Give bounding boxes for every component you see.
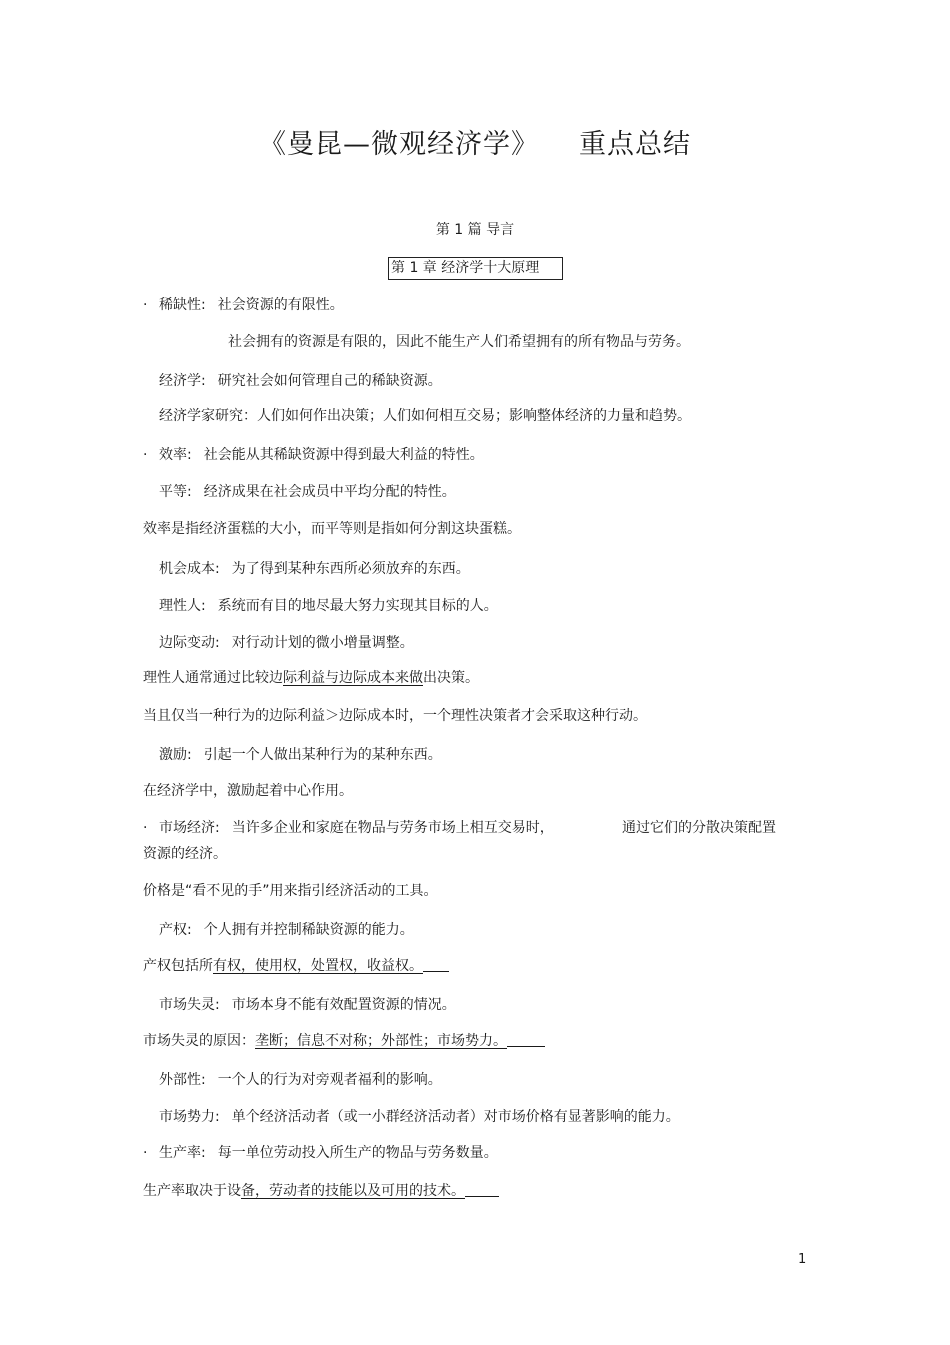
definition: 每一单位劳动投入所生产的物品与劳务数量。 (217, 1145, 498, 1161)
definition: 对行动计划的微小增量调整。 (231, 635, 414, 651)
term: 效率: (159, 447, 192, 463)
term: 边际变动: (159, 635, 220, 651)
title-main: 《曼昆—微观经济学》 (259, 129, 539, 160)
text-segment: 生产率取决于设 (143, 1183, 241, 1199)
title-sub: 重点总结 (579, 129, 691, 160)
text-line (143, 668, 479, 688)
definition: 当许多企业和家庭在物品与劳务市场上相互交易时， (231, 820, 554, 836)
text-line: 通过它们的分散决策配置 (622, 820, 776, 836)
text-line (159, 371, 442, 391)
text-line (143, 1143, 498, 1163)
text-line (159, 995, 456, 1015)
underline-tail (423, 957, 449, 972)
underlined-text: 垄断；信息不对称；外部性；市场势力。 (255, 1033, 507, 1049)
term: 市场经济: (159, 820, 220, 836)
term: 市场失灵: (159, 997, 220, 1013)
text-line (143, 445, 484, 465)
definition: 个人拥有并控制稀缺资源的能力。 (203, 922, 414, 938)
term: 市场势力: (159, 1109, 220, 1125)
text-line (159, 482, 456, 502)
term: 经济学: (159, 373, 206, 389)
text-line: 在经济学中，激励起着中心作用。 (143, 783, 353, 799)
text-line (143, 1181, 499, 1201)
term: 机会成本: (159, 561, 220, 577)
definition: 研究社会如何管理自己的稀缺资源。 (217, 373, 442, 389)
text-line: 资源的经济。 (143, 846, 227, 862)
text-line (143, 818, 554, 838)
bullet: · (143, 1145, 148, 1161)
definition: 系统而有目的地尽最大努力实现其目标的人。 (217, 598, 498, 614)
definition: 社会资源的有限性。 (217, 297, 344, 313)
text-line: 社会拥有的资源是有限的，因此不能生产人们希望拥有的所有物品与劳务。 (228, 334, 690, 350)
text-line: 效率是指经济蛋糕的大小，而平等则是指如何分割这块蛋糕。 (143, 521, 521, 537)
underlined-text: 有权，使用权，处置权，收益权。 (213, 958, 423, 974)
term: 稀缺性: (159, 297, 206, 313)
term: 激励: (159, 747, 192, 763)
text-line (159, 596, 498, 616)
text-line (159, 920, 414, 940)
text-line: 经济学家研究：人们如何作出决策；人们如何相互交易；影响整体经济的力量和趋势。 (159, 408, 691, 424)
text-line (143, 956, 449, 976)
text-line (143, 1031, 545, 1051)
text-line (159, 633, 414, 653)
text-line: 当且仅当一种行为的边际利益＞边际成本时，一个理性决策者才会采取这种行动。 (143, 708, 647, 724)
underline-tail (465, 1182, 499, 1197)
definition: 单个经济活动者（或一小群经济活动者）对市场价格有显著影响的能力。 (231, 1109, 680, 1125)
bullet: · (143, 297, 148, 313)
underline-tail (507, 1032, 545, 1047)
term: 平等: (159, 484, 192, 500)
underlined-text: 备，劳动者的技能以及可用的技术。 (241, 1183, 465, 1199)
text-line (159, 559, 470, 579)
text-segment: 出决策。 (423, 670, 479, 686)
definition: 一个人的行为对旁观者福利的影响。 (217, 1072, 442, 1088)
text-segment: 理性人通常通过比较边 (143, 670, 283, 686)
definition: 经济成果在社会成员中平均分配的特性。 (203, 484, 456, 500)
bullet: · (143, 820, 148, 836)
text-line (159, 1107, 680, 1127)
text-segment: 市场失灵的原因： (143, 1033, 255, 1049)
term: 外部性: (159, 1072, 206, 1088)
definition: 市场本身不能有效配置资源的情况。 (231, 997, 456, 1013)
document-title (0, 122, 950, 161)
definition: 引起一个人做出某种行为的某种东西。 (203, 747, 442, 763)
part-heading: 第 1 篇 导言 (435, 222, 515, 238)
definition: 社会能从其稀缺资源中得到最大利益的特性。 (203, 447, 484, 463)
term: 产权: (159, 922, 192, 938)
text-line (159, 1070, 442, 1090)
text-line (159, 745, 442, 765)
underlined-text: 际利益与边际成本来做 (283, 670, 423, 686)
page-number: 1 (798, 1252, 807, 1267)
text-line (143, 295, 344, 315)
chapter-heading: 第 1 章 经济学十大原理 (388, 257, 563, 280)
term: 生产率: (159, 1145, 206, 1161)
definition: 为了得到某种东西所必须放弃的东西。 (231, 561, 470, 577)
bullet: · (143, 447, 148, 463)
text-segment: 产权包括所 (143, 958, 213, 974)
text-line: 价格是“看不见的手”用来指引经济活动的工具。 (143, 883, 438, 899)
term: 理性人: (159, 598, 206, 614)
